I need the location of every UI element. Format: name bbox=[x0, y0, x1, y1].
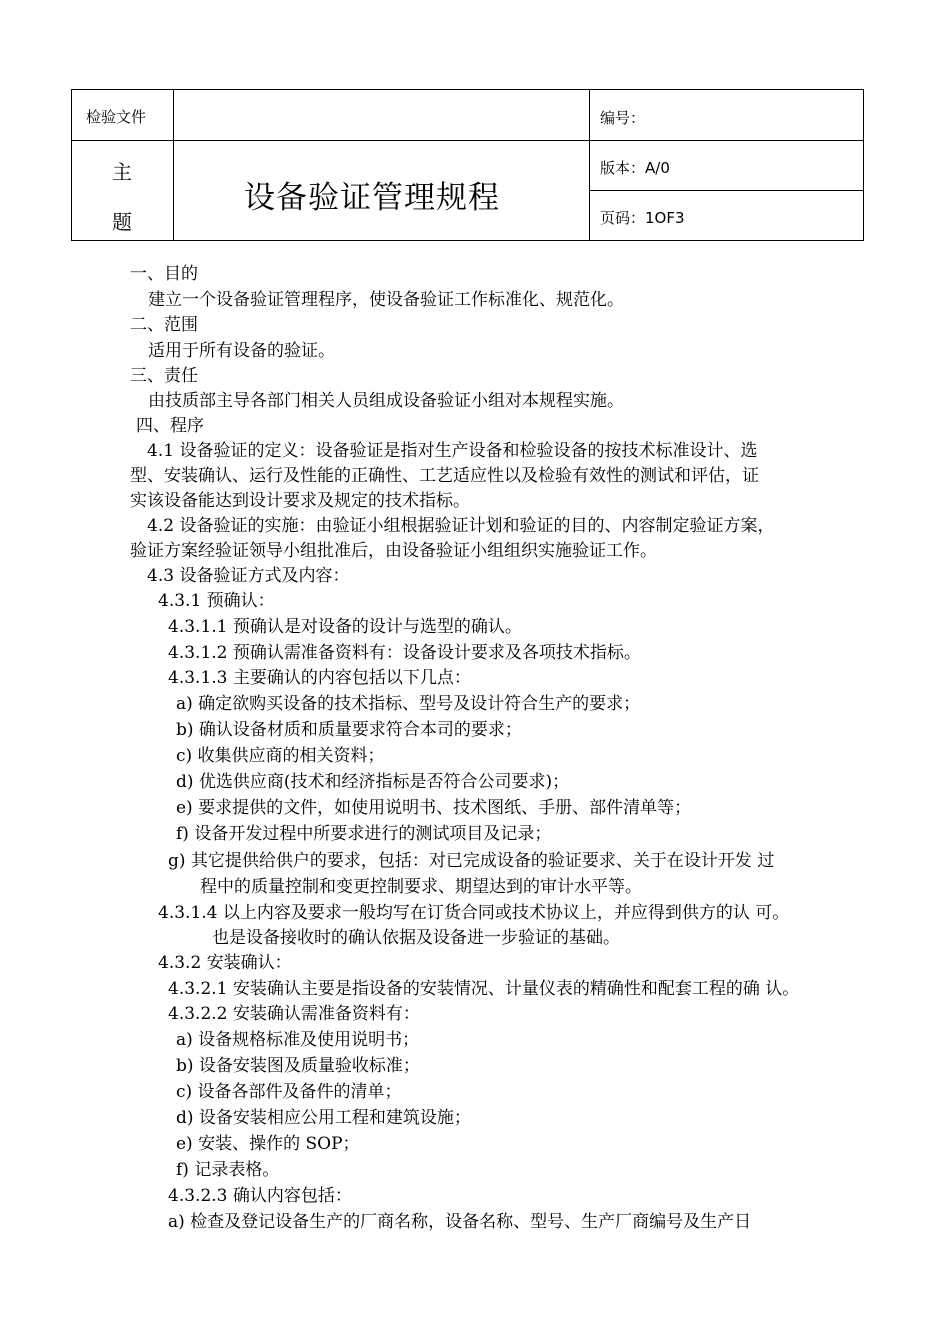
paragraph-line: 4.3.1.1 预确认是对设备的设计与选型的确认。 bbox=[168, 617, 522, 637]
paragraph-line: 实该设备能达到设计要求及规定的技术指标。 bbox=[130, 491, 470, 511]
table-divider bbox=[589, 140, 864, 141]
doc-type-label: 检验文件 bbox=[86, 108, 147, 126]
paragraph-line: 建立一个设备验证管理程序，使设备验证工作标准化、规范化。 bbox=[148, 290, 624, 310]
paragraph-line: 适用于所有设备的验证。 bbox=[148, 341, 335, 361]
number-label: 编号： bbox=[600, 109, 646, 127]
paragraph-line: 4.2 设备验证的实施：由验证小组根据验证计划和验证的目的、内容制定验证方案， bbox=[147, 516, 775, 536]
section-heading: 四、程序 bbox=[136, 416, 204, 436]
list-item: f) 设备开发过程中所要求进行的测试项目及记录； bbox=[176, 824, 552, 844]
paragraph-line: 由技质部主导各部门相关人员组成设备验证小组对本规程实施。 bbox=[148, 391, 624, 411]
list-item: g) 其它提供给供户的要求，包括：对已完成设备的验证要求、关于在设计开发 过 bbox=[168, 851, 775, 871]
paragraph-line: 4.3.2.3 确认内容包括： bbox=[168, 1186, 352, 1206]
subject-label-1: 主 bbox=[112, 160, 132, 184]
version-label: 版本：A/0 bbox=[600, 159, 670, 177]
list-item: a) 检查及登记设备生产的厂商名称，设备名称、型号、生产厂商编号及生产日 bbox=[168, 1212, 752, 1232]
table-divider bbox=[589, 90, 590, 240]
list-item: d) 设备安装相应公用工程和建筑设施； bbox=[176, 1108, 471, 1128]
paragraph-line: 型、安装确认、运行及性能的正确性、工艺适应性以及检验有效性的测试和评估，证 bbox=[130, 466, 759, 486]
paragraph-line: 4.3.1.4 以上内容及要求一般均写在订货合同或技术协议上，并应得到供方的认 可。 bbox=[158, 903, 790, 923]
paragraph-line: 验证方案经验证领导小组批准后，由设备验证小组组织实施验证工作。 bbox=[130, 541, 657, 561]
page-label: 页码：1OF3 bbox=[600, 209, 685, 227]
subsection-heading: 4.3.1 预确认： bbox=[158, 591, 275, 611]
paragraph-line: 4.3.1.3 主要确认的内容包括以下几点： bbox=[168, 668, 471, 688]
paragraph-line: 4.3.1.2 预确认需准备资料有：设备设计要求及各项技术指标。 bbox=[168, 643, 641, 663]
list-item: c) 设备各部件及备件的清单； bbox=[176, 1082, 402, 1102]
subsection-heading: 4.3.2 安装确认： bbox=[158, 953, 292, 973]
list-item: b) 确认设备材质和质量要求符合本司的要求； bbox=[176, 720, 522, 740]
table-divider bbox=[173, 90, 174, 240]
list-item: a) 确定欲购买设备的技术指标、型号及设计符合生产的要求； bbox=[176, 694, 641, 714]
list-item: e) 安装、操作的 SOP； bbox=[176, 1134, 360, 1154]
section-heading: 二、范围 bbox=[130, 315, 198, 335]
paragraph-line: 也是设备接收时的确认依据及设备进一步验证的基础。 bbox=[212, 928, 620, 948]
paragraph-line: 4.3.2.2 安装确认需准备资料有： bbox=[168, 1004, 420, 1024]
paragraph-line: 4.3 设备验证方式及内容： bbox=[147, 566, 350, 586]
list-item: b) 设备安装图及质量验收标准； bbox=[176, 1056, 420, 1076]
list-item: c) 收集供应商的相关资料； bbox=[176, 746, 385, 766]
paragraph-line: 4.3.2.1 安装确认主要是指设备的安装情况、计量仪表的精确性和配套工程的确 认。 bbox=[168, 979, 800, 999]
paragraph-line: 4.1 设备验证的定义：设备验证是指对生产设备和检验设备的按技术标准设计、选 bbox=[147, 441, 758, 461]
section-heading: 三、责任 bbox=[130, 366, 198, 386]
page-title: 设备验证管理规程 bbox=[244, 180, 500, 216]
list-item: f) 记录表格。 bbox=[176, 1160, 280, 1180]
table-divider bbox=[589, 190, 864, 191]
paragraph-line: 程中的质量控制和变更控制要求、期望达到的审计水平等。 bbox=[200, 877, 642, 897]
subject-label-2: 题 bbox=[112, 210, 132, 234]
header-table bbox=[71, 89, 864, 241]
section-heading: 一、目的 bbox=[130, 264, 198, 284]
list-item: d) 优选供应商(技术和经济指标是否符合公司要求)； bbox=[176, 772, 570, 792]
list-item: a) 设备规格标准及使用说明书； bbox=[176, 1030, 420, 1050]
table-divider bbox=[72, 140, 589, 141]
list-item: e) 要求提供的文件，如使用说明书、技术图纸、手册、部件清单等； bbox=[176, 798, 692, 818]
